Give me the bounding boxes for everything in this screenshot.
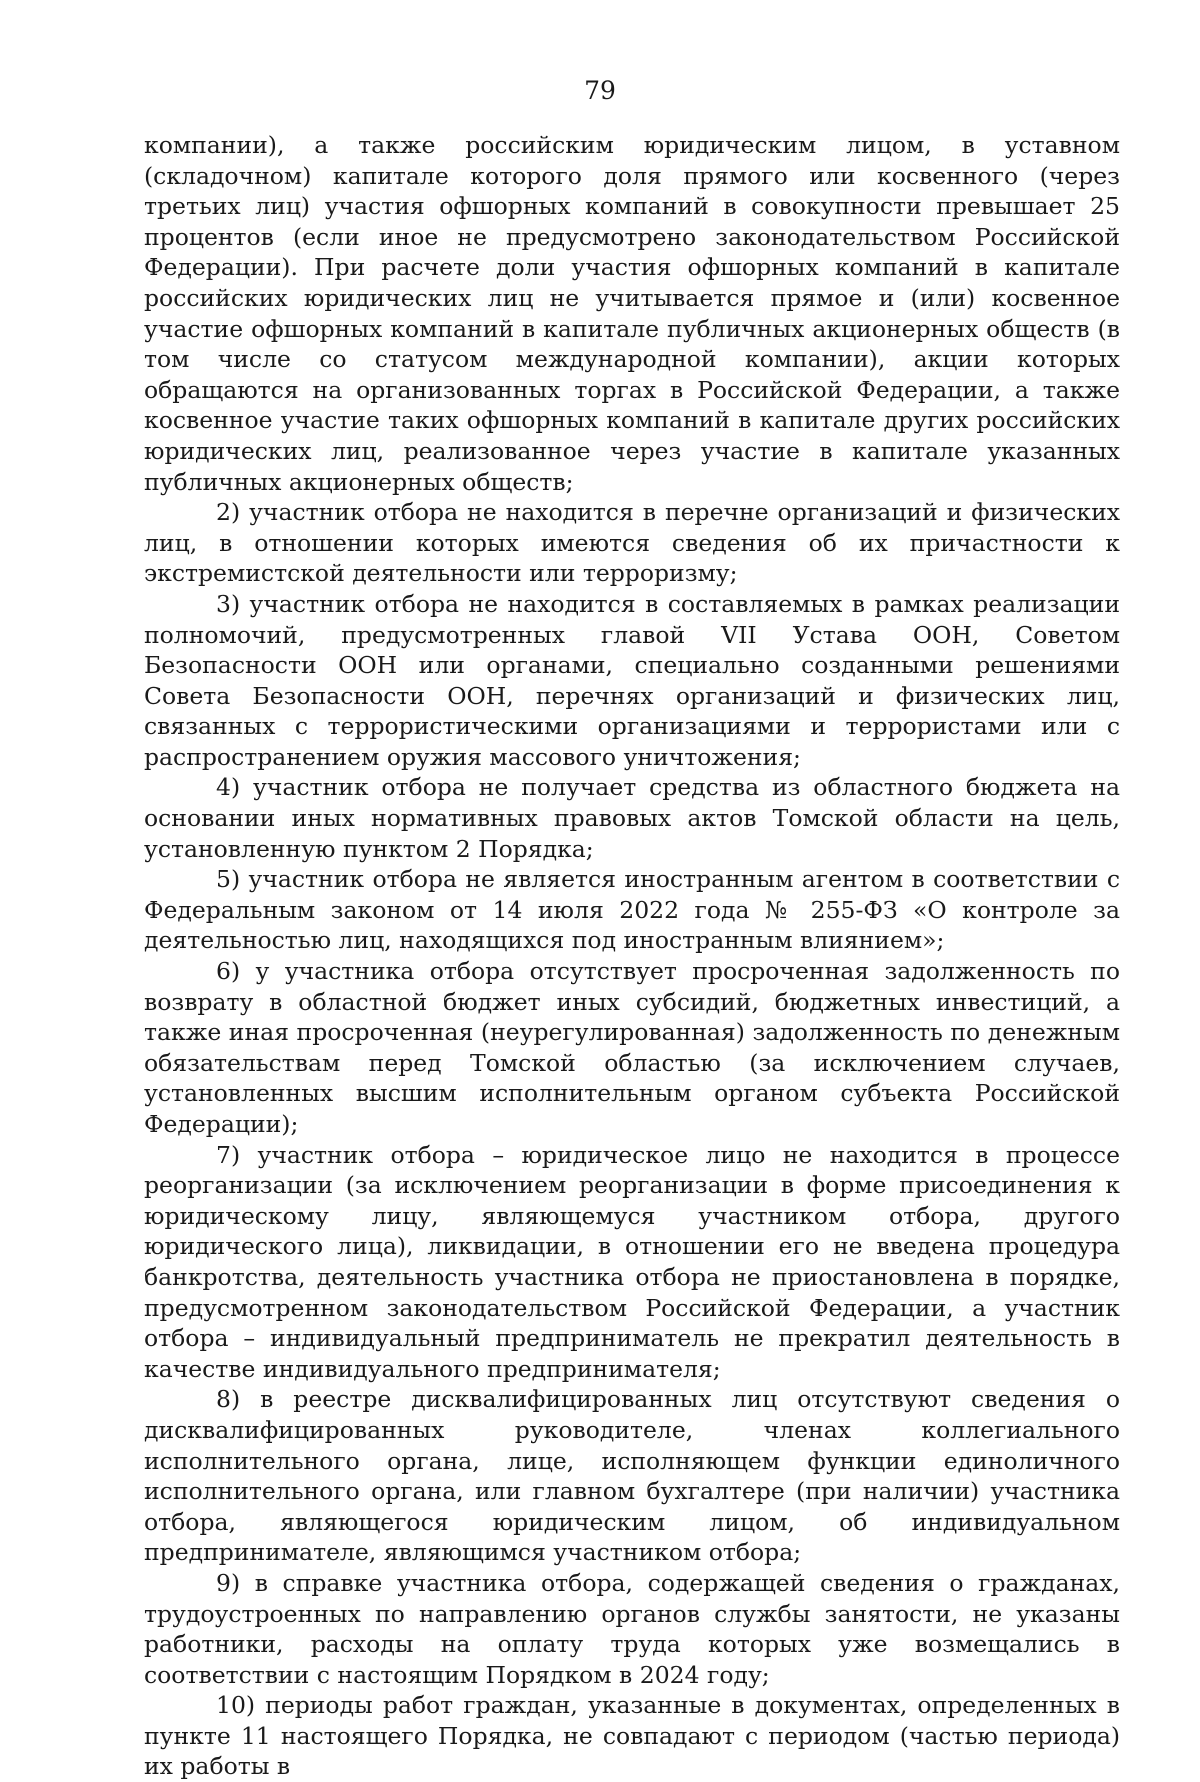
list-item-6: 6) у участника отбора отсутствует просроченная задолженность по возврату в областной бюджет иных субсидий, бюджетных инвестиций, а также иная просроченная (неурегулированная) задолженность по денежным обязательствам перед Томской областью (за исключением случаев, установленных высшим исполнительным органом субъекта Российской Федерации); (144, 957, 1120, 1138)
page-number: 79 (584, 76, 616, 105)
document-body (144, 130, 1120, 1782)
list-item-4: 4) участник отбора не получает средства из областного бюджета на основании иных нормативных правовых актов Томской области на цель, установленную пунктом 2 Порядка; (144, 773, 1120, 863)
list-item-8: 8) в реестре дисквалифицированных лиц отсутствуют сведения о дисквалифицированных руководителе, членах коллегиального исполнительного органа, лице, исполняющем функции единоличного исполнительного органа, или главном бухгалтере (при наличии) участника отбора, являющегося юридическим лицом, об индивидуальном предпринимателе, являющимся участником отбора; (144, 1385, 1120, 1567)
list-item-2: 2) участник отбора не находится в перечне организаций и физических лиц, в отношении которых имеются сведения об их причастности к экстремистской деятельности или терроризму; (144, 498, 1120, 588)
list-item-5: 5) участник отбора не является иностранным агентом в соответствии с Федеральным законом от 14 июля 2022 года № 255-ФЗ «О контроле за деятельностью лиц, находящихся под иностранным влиянием»; (144, 865, 1120, 955)
list-item-9: 9) в справке участника отбора, содержащей сведения о гражданах, трудоустроенных по направлению органов службы занятости, не указаны работники, расходы на оплату труда которых уже возмещались в соответствии с настоящим Порядком в 2024 году; (144, 1568, 1120, 1689)
list-item-3: 3) участник отбора не находится в составляемых в рамках реализации полномочий, предусмотренных главой VII Устава ООН, Советом Безопасности ООН или органами, специально созданными решениями Совета Безопасности ООН, перечнях организаций и физических лиц, связанных с террористическими организациями и террористами или с распространением оружия массового уничтожения; (144, 589, 1120, 771)
list-item-7: 7) участник отбора – юридическое лицо не находится в процессе реорганизации (за исключением реорганизации в форме присоединения к юридическому лицу, являющемуся участником отбора, другого юридического лица), ликвидации, в отношении его не введена процедура банкротства, деятельность участника отбора не приостановлена в порядке, предусмотренном законодательством Российской Федерации, а участник отбора – индивидуальный предприниматель не прекратил деятельность в качестве индивидуального предпринимателя; (144, 1140, 1120, 1383)
paragraph-continuation: компании), а также российским юридическим лицом, в уставном (складочном) капитале которого доля прямого или косвенного (через третьих лиц) участия офшорных компаний в совокупности превышает 25 процентов (если иное не предусмотрено законодательством Российской Федерации). При расчете доли участия офшорных компаний в капитале российских юридических лиц не учитывается прямое и (или) косвенное участие офшорных компаний в капитале публичных акционерных обществ (в том числе со статусом международной компании), акции которых обращаются на организованных торгах в Российской Федерации, а также косвенное участие таких офшорных компаний в капитале других российских юридических лиц, реализованное через участие в капитале указанных публичных акционерных обществ; (144, 131, 1120, 496)
list-item-10: 10) периоды работ граждан, указанные в документах, определенных в пункте 11 настоящего Порядка, не совпадают с периодом (частью периода) их работы в (144, 1691, 1120, 1781)
